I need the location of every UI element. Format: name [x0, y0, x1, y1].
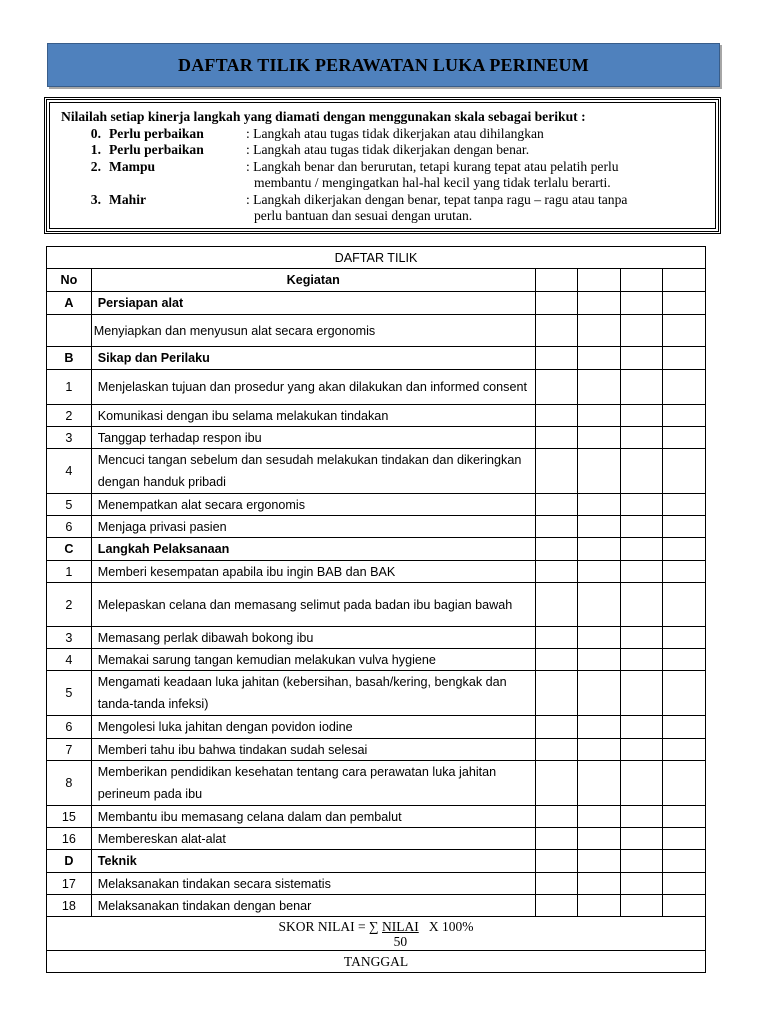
table-caption: DAFTAR TILIK [47, 247, 706, 269]
score-cell[interactable] [535, 347, 578, 370]
scale-item [61, 142, 686, 159]
row-number: 15 [47, 806, 92, 828]
score-cell[interactable] [663, 405, 706, 427]
score-cell[interactable] [620, 427, 663, 449]
formula-denominator: 50 [393, 933, 408, 949]
row-activity: Memberi kesempatan apabila ibu ingin BAB dan BAK [91, 561, 535, 583]
score-cell[interactable] [663, 449, 706, 494]
table-row [47, 449, 706, 494]
row-number: 2 [47, 405, 92, 427]
score-cell[interactable] [620, 761, 663, 806]
score-cell[interactable] [578, 449, 621, 494]
table-row [47, 516, 706, 538]
row-number: 3 [47, 427, 92, 449]
scale-item-number: 1. [90, 142, 101, 157]
score-cell[interactable] [620, 627, 663, 649]
row-number: 7 [47, 739, 92, 761]
score-cell[interactable] [663, 292, 706, 315]
score-cell[interactable] [578, 583, 621, 627]
table-row [47, 583, 706, 627]
row-activity: Memakai sarung tangan kemudian melakukan vulva hygiene [91, 649, 535, 671]
score-cell[interactable] [535, 873, 578, 895]
row-activity: Melaksanakan tindakan secara sistematis [91, 873, 535, 895]
score-cell[interactable] [620, 347, 663, 370]
score-cell[interactable] [620, 649, 663, 671]
score-cell[interactable] [578, 895, 621, 917]
scale-item-description [246, 142, 686, 159]
score-cell[interactable] [578, 269, 621, 292]
score-cell[interactable] [663, 895, 706, 917]
score-cell[interactable] [663, 583, 706, 627]
table-row [47, 716, 706, 739]
score-formula [47, 917, 706, 951]
scale-item-label: Perlu perbaikan [109, 125, 204, 141]
score-cell[interactable] [535, 716, 578, 739]
row-number: 17 [47, 873, 92, 895]
formula-prefix: SKOR NILAI = ∑ [278, 918, 379, 934]
score-cell[interactable] [620, 873, 663, 895]
table-row [47, 370, 706, 405]
scale-item-description [246, 192, 686, 225]
row-number: 1 [47, 561, 92, 583]
score-cell[interactable] [620, 449, 663, 494]
score-cell[interactable] [535, 427, 578, 449]
score-cell[interactable] [663, 806, 706, 828]
scale-item-description [246, 159, 686, 192]
score-cell[interactable] [620, 494, 663, 516]
score-cell[interactable] [663, 671, 706, 716]
row-activity: Membereskan alat-alat [91, 828, 535, 850]
score-cell[interactable] [535, 649, 578, 671]
table-row [47, 292, 706, 315]
row-activity: Mengamati keadaan luka jahitan (kebersihan, basah/kering, bengkak dan tanda-tanda infeksi) [91, 671, 535, 716]
table-row [47, 627, 706, 649]
score-cell[interactable] [663, 761, 706, 806]
score-cell[interactable] [620, 269, 663, 292]
score-cell[interactable] [578, 873, 621, 895]
formula-numerator: NILAI [382, 918, 419, 934]
table-row [47, 427, 706, 449]
row-activity: Menjaga privasi pasien [91, 516, 535, 538]
score-cell[interactable] [535, 627, 578, 649]
row-number: A [47, 292, 92, 315]
row-number: 18 [47, 895, 92, 917]
table-caption-row [47, 247, 706, 269]
score-cell[interactable] [535, 583, 578, 627]
scale-item [61, 126, 686, 143]
row-activity: Memberikan pendidikan kesehatan tentang cara perawatan luka jahitan perineum pada ibu [91, 761, 535, 806]
scale-intro: Nilailah setiap kinerja langkah yang diamati dengan menggunakan skala sebagai berikut : [61, 109, 586, 124]
score-cell[interactable] [620, 405, 663, 427]
score-cell[interactable] [663, 873, 706, 895]
row-activity: Mengolesi luka jahitan dengan povidon iodine [91, 716, 535, 739]
score-cell[interactable] [663, 494, 706, 516]
score-cell[interactable] [620, 292, 663, 315]
row-activity: Memberi tahu ibu bahwa tindakan sudah selesai [91, 739, 535, 761]
score-cell[interactable] [535, 850, 578, 873]
score-cell[interactable] [578, 538, 621, 561]
row-activity: Persiapan alat [91, 292, 535, 315]
row-number: 6 [47, 516, 92, 538]
scale-item-number: 2. [90, 158, 101, 174]
table-row [47, 347, 706, 370]
score-cell[interactable] [535, 370, 578, 405]
score-cell[interactable] [535, 561, 578, 583]
score-cell[interactable] [663, 370, 706, 405]
table-row [47, 873, 706, 895]
score-cell[interactable] [620, 671, 663, 716]
score-cell[interactable] [663, 315, 706, 347]
row-number: B [47, 347, 92, 370]
row-number: 4 [47, 649, 92, 671]
score-cell[interactable] [578, 627, 621, 649]
scale-item-number: 0. [90, 125, 101, 141]
scale-item-description [246, 126, 686, 143]
row-activity: Membantu ibu memasang celana dalam dan pembalut [91, 806, 535, 828]
score-cell[interactable] [578, 561, 621, 583]
row-number: D [47, 850, 92, 873]
score-cell[interactable] [535, 494, 578, 516]
score-cell[interactable] [620, 806, 663, 828]
table-row [47, 538, 706, 561]
row-number: 4 [47, 449, 92, 494]
score-formula-row [47, 917, 706, 951]
score-cell[interactable] [620, 583, 663, 627]
scale-item-desc-line: : Langkah atau tugas tidak dikerjakan atau dihilangkan [246, 125, 544, 141]
score-cell[interactable] [620, 561, 663, 583]
score-cell[interactable] [535, 449, 578, 494]
row-number: 1 [47, 370, 92, 405]
score-cell[interactable] [578, 347, 621, 370]
row-activity: Melepaskan celana dan memasang selimut pada badan ibu bagian bawah [91, 583, 535, 627]
scale-item-desc-line: : Langkah atau tugas tidak dikerjakan dengan benar. [246, 142, 530, 157]
score-cell[interactable] [663, 538, 706, 561]
row-activity: Memasang perlak dibawah bokong ibu [91, 627, 535, 649]
table-row [47, 671, 706, 716]
table-row [47, 405, 706, 427]
score-cell[interactable] [620, 538, 663, 561]
score-cell[interactable] [620, 716, 663, 739]
table-row [47, 494, 706, 516]
row-activity: Menyiapkan dan menyusun alat secara ergonomis [91, 315, 535, 347]
scale-item-number: 3. [90, 191, 101, 207]
checklist-table [46, 246, 706, 973]
formula-suffix: X 100% [428, 918, 474, 934]
score-cell[interactable] [663, 561, 706, 583]
document-title: DAFTAR TILIK PERAWATAN LUKA PERINEUM [178, 54, 589, 75]
table-row [47, 806, 706, 828]
score-cell[interactable] [535, 315, 578, 347]
scale-item-desc-line: : Langkah benar dan berurutan, tetapi kurang tepat atau pelatih perlu [246, 158, 619, 174]
table-row [47, 828, 706, 850]
score-cell[interactable] [535, 806, 578, 828]
scale-list [61, 126, 686, 225]
score-cell[interactable] [578, 427, 621, 449]
score-cell[interactable] [535, 828, 578, 850]
row-number: 5 [47, 671, 92, 716]
row-activity: Melaksanakan tindakan dengan benar [91, 895, 535, 917]
score-cell[interactable] [663, 716, 706, 739]
scale-item-desc-line: membantu / mengingatkan hal-hal kecil yang tidak terlalu berarti. [254, 175, 611, 190]
table-row [47, 850, 706, 873]
row-number: 2 [47, 583, 92, 627]
score-cell[interactable] [578, 292, 621, 315]
scoring-scale-box [44, 97, 721, 234]
score-cell[interactable] [535, 538, 578, 561]
score-cell[interactable] [663, 427, 706, 449]
score-cell[interactable] [578, 405, 621, 427]
score-cell[interactable] [578, 315, 621, 347]
scale-item-label: Mampu [109, 158, 156, 174]
score-cell[interactable] [578, 761, 621, 806]
table-row [47, 895, 706, 917]
score-cell[interactable] [620, 739, 663, 761]
score-cell[interactable] [535, 671, 578, 716]
row-activity: Sikap dan Perilaku [91, 347, 535, 370]
row-number: 5 [47, 494, 92, 516]
formula-fraction [382, 919, 419, 949]
table-row [47, 761, 706, 806]
row-activity: Teknik [91, 850, 535, 873]
score-cell[interactable] [578, 806, 621, 828]
score-cell[interactable] [535, 516, 578, 538]
score-cell[interactable] [535, 292, 578, 315]
score-cell[interactable] [663, 516, 706, 538]
score-cell[interactable] [663, 347, 706, 370]
score-cell[interactable] [663, 627, 706, 649]
scale-item-desc-line: : Langkah dikerjakan dengan benar, tepat tanpa ragu – ragu atau tanpa [246, 191, 628, 207]
score-cell[interactable] [663, 828, 706, 850]
score-cell[interactable] [535, 761, 578, 806]
row-activity: Menjelaskan tujuan dan prosedur yang akan dilakukan dan informed consent [91, 370, 535, 405]
score-cell[interactable] [535, 405, 578, 427]
score-cell[interactable] [578, 370, 621, 405]
row-number: C [47, 538, 92, 561]
score-cell[interactable] [620, 370, 663, 405]
row-activity: Menempatkan alat secara ergonomis [91, 494, 535, 516]
row-number: 16 [47, 828, 92, 850]
date-label: TANGGAL [47, 951, 706, 973]
row-activity: Tanggap terhadap respon ibu [91, 427, 535, 449]
score-cell[interactable] [620, 516, 663, 538]
table-header-row [47, 269, 706, 292]
score-cell[interactable] [578, 828, 621, 850]
table-row [47, 649, 706, 671]
column-header-activity: Kegiatan [91, 269, 535, 292]
date-row [47, 951, 706, 973]
scale-item-desc-line: perlu bantuan dan sesuai dengan urutan. [254, 208, 473, 223]
score-cell[interactable] [620, 895, 663, 917]
score-cell[interactable] [578, 850, 621, 873]
scale-item-label: Mahir [109, 191, 146, 207]
row-number [47, 315, 92, 347]
table-row [47, 315, 706, 347]
score-cell[interactable] [663, 850, 706, 873]
score-cell[interactable] [578, 494, 621, 516]
row-activity: Langkah Pelaksanaan [91, 538, 535, 561]
score-cell[interactable] [578, 716, 621, 739]
score-cell[interactable] [578, 516, 621, 538]
score-cell[interactable] [535, 895, 578, 917]
document-title-banner [47, 43, 720, 87]
table-row [47, 561, 706, 583]
row-number: 8 [47, 761, 92, 806]
row-number: 3 [47, 627, 92, 649]
score-cell[interactable] [535, 739, 578, 761]
row-activity: Komunikasi dengan ibu selama melakukan tindakan [91, 405, 535, 427]
score-cell[interactable] [578, 671, 621, 716]
score-cell[interactable] [663, 739, 706, 761]
row-activity: Mencuci tangan sebelum dan sesudah melakukan tindakan dan dikeringkan dengan handuk pribadi [91, 449, 535, 494]
score-cell[interactable] [620, 315, 663, 347]
column-header-no: No [47, 269, 92, 292]
score-cell[interactable] [578, 649, 621, 671]
row-number: 6 [47, 716, 92, 739]
table-row [47, 739, 706, 761]
score-cell[interactable] [663, 269, 706, 292]
scale-item [61, 159, 686, 192]
score-cell[interactable] [620, 850, 663, 873]
scale-item-label: Perlu perbaikan [109, 142, 204, 157]
score-cell[interactable] [663, 649, 706, 671]
scale-item [61, 192, 686, 225]
score-cell[interactable] [578, 739, 621, 761]
score-cell[interactable] [535, 269, 578, 292]
score-cell[interactable] [620, 828, 663, 850]
